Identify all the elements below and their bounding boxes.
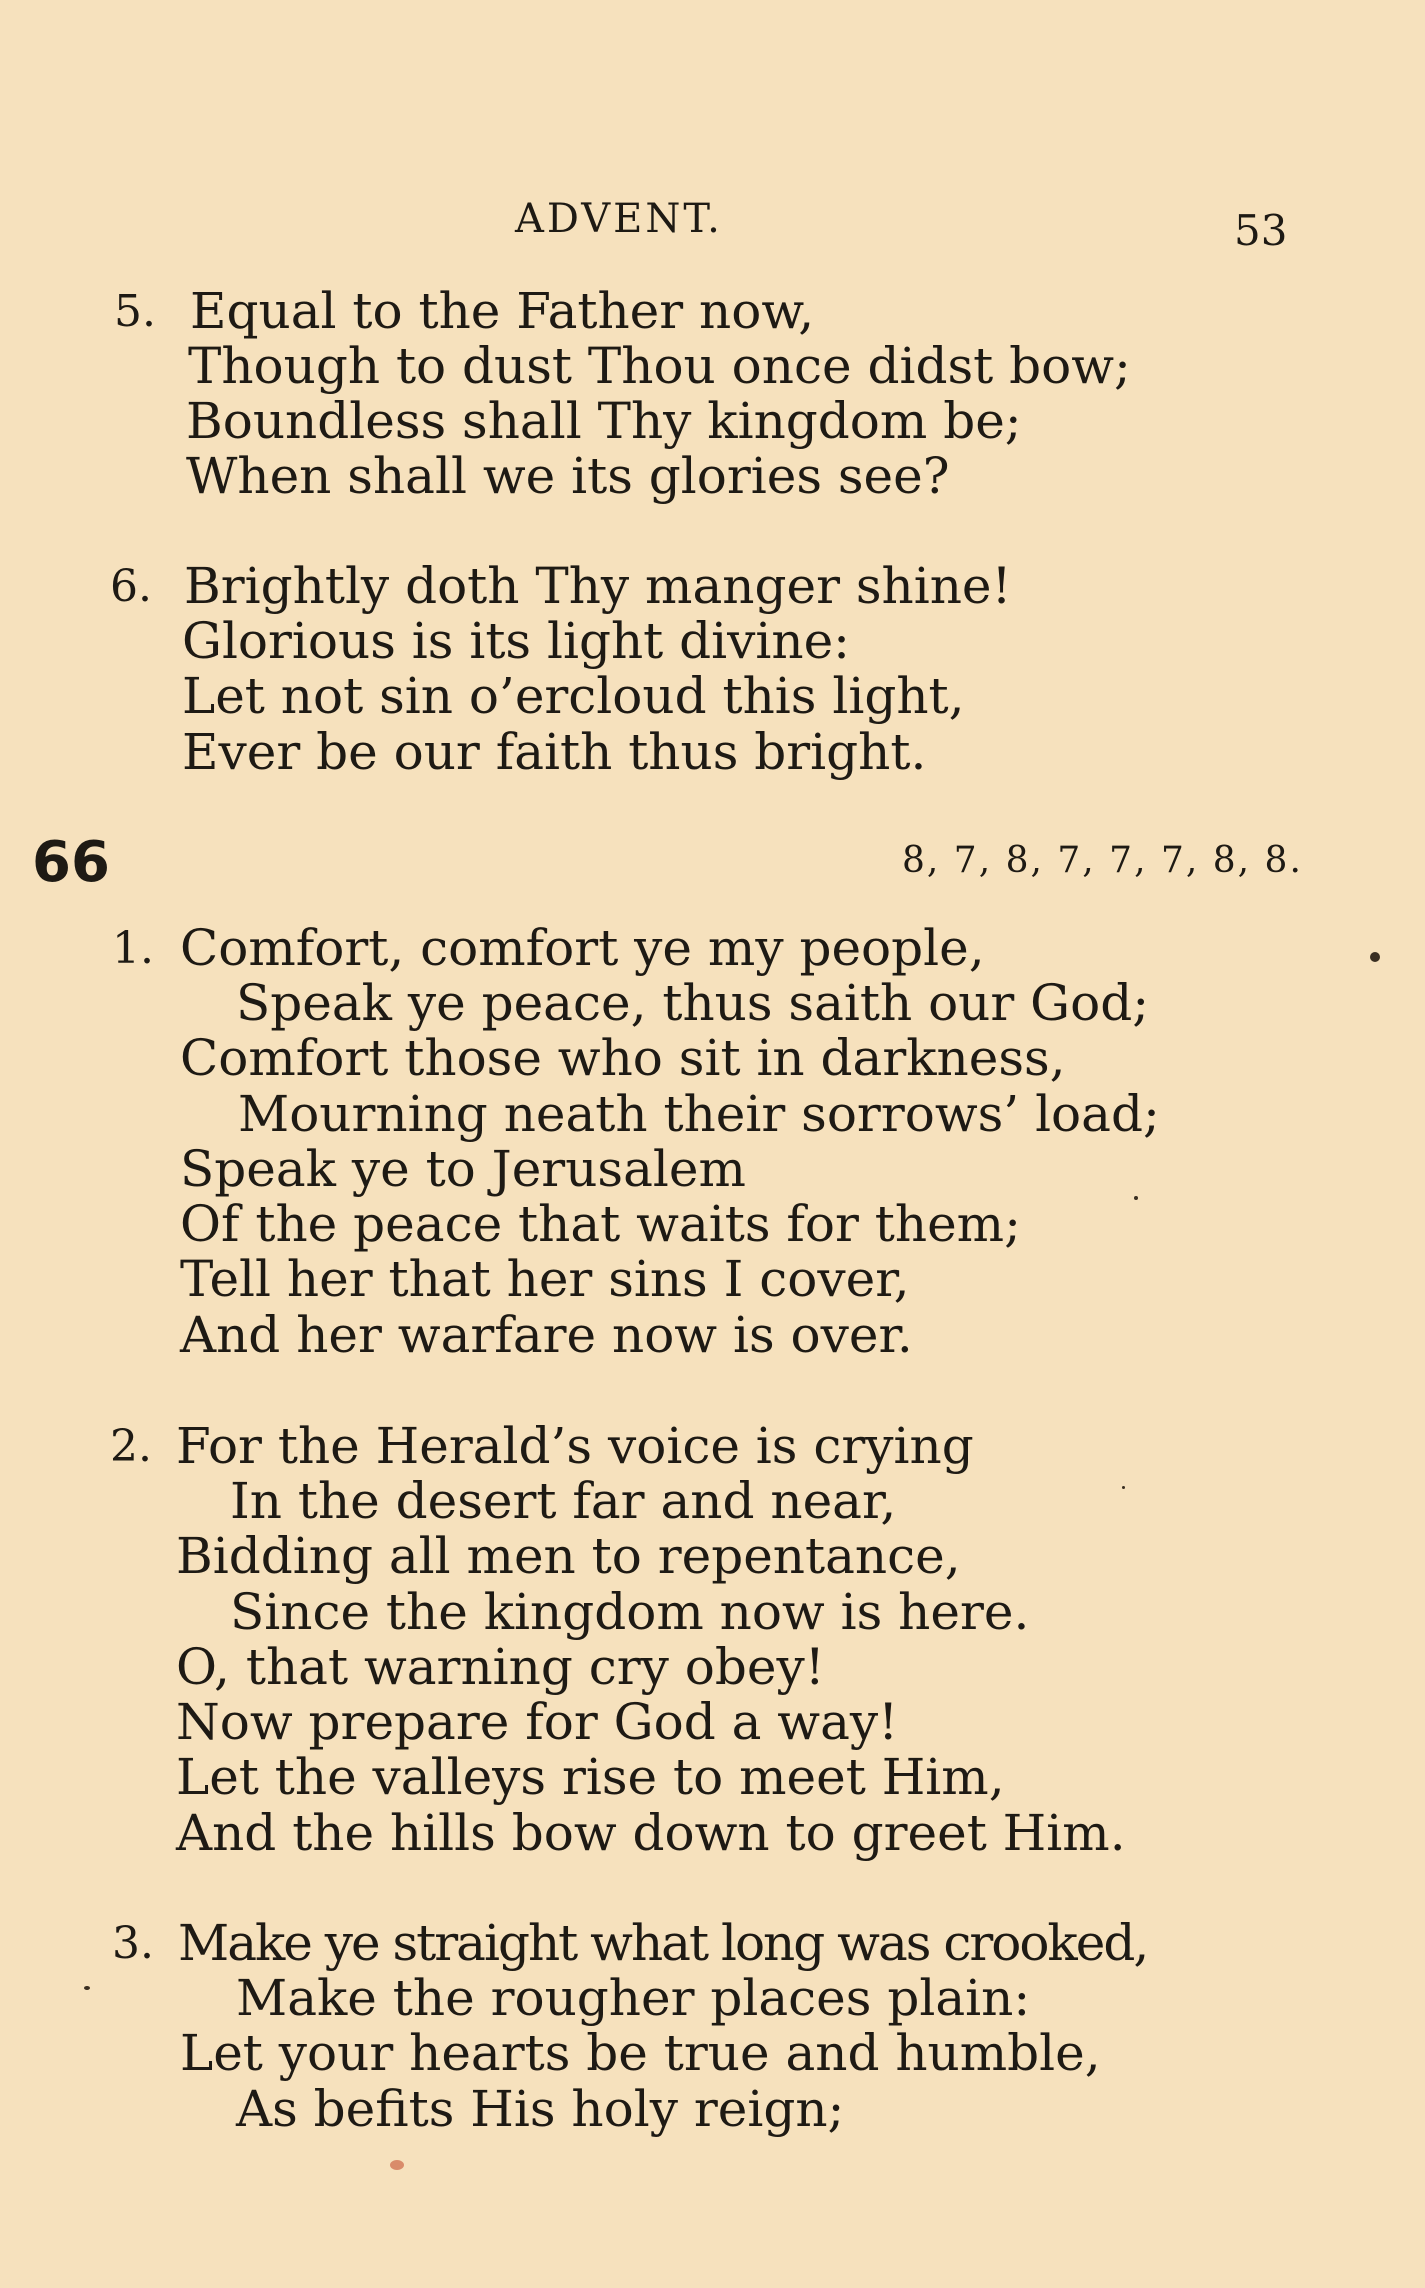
verse-number: 5. (114, 286, 156, 337)
ink-speck (1134, 1196, 1138, 1200)
verse-line: Of the peace that waits for them; (180, 1195, 1021, 1253)
verse-line: Bidding all men to repentance, (176, 1527, 961, 1585)
ink-speck (1370, 952, 1380, 962)
verse-line: Make ye straight what long was crooked, (178, 1914, 1148, 1972)
ink-speck (84, 1986, 90, 1990)
verse-line: Let your hearts be true and humble, (180, 2024, 1101, 2082)
verse-number: 1. (112, 923, 154, 974)
verse-line: Since the kingdom now is here. (230, 1583, 1030, 1641)
verse-line: Comfort those who sit in darkness, (180, 1029, 1066, 1087)
running-header-title: ADVENT. (515, 196, 723, 242)
verse-line: Speak ye peace, thus saith our God; (236, 974, 1150, 1032)
verse-line: In the desert far and near, (230, 1472, 897, 1530)
verse-line: Ever be our faith thus bright. (182, 723, 927, 781)
verse-line: Brightly doth Thy manger shine! (184, 557, 1012, 615)
verse-line: Mourning neath their sorrows’ load; (238, 1085, 1160, 1143)
verse-line: As befits His holy reign; (236, 2080, 845, 2138)
verse-line: Let the valleys rise to meet Him, (176, 1748, 1005, 1806)
verse-line: And her warfare now is over. (180, 1306, 913, 1364)
ink-speck (1122, 1486, 1125, 1489)
verse-number: 2. (110, 1421, 152, 1472)
hymn-number: 66 (32, 830, 110, 895)
verse-number: 6. (110, 561, 152, 612)
verse-line: Equal to the Father now, (190, 282, 815, 340)
stain-mark (390, 2160, 404, 2170)
verse-line: For the Herald’s voice is crying (176, 1417, 974, 1475)
verse-line: When shall we its glories see? (186, 447, 950, 505)
verse-line: Boundless shall Thy kingdom be; (186, 392, 1022, 450)
verse-number: 3. (112, 1918, 154, 1969)
verse-line: Speak ye to Jerusalem (180, 1140, 746, 1198)
verse-line: Though to dust Thou once didst bow; (188, 337, 1131, 395)
hymn-meter: 8, 7, 8, 7, 7, 7, 8, 8. (902, 840, 1303, 881)
verse-line: Tell her that her sins I cover, (180, 1250, 910, 1308)
verse-line: Let not sin o’ercloud this light, (182, 667, 965, 725)
verse-line: Comfort, comfort ye my people, (180, 919, 985, 977)
verse-line: Now prepare for God a way! (176, 1693, 899, 1751)
verse-line: O, that warning cry obey! (176, 1638, 825, 1696)
verse-line: Make the rougher places plain: (236, 1969, 1031, 2027)
page-number: 53 (1234, 206, 1288, 255)
verse-line: And the hills bow down to greet Him. (176, 1804, 1126, 1862)
verse-line: Glorious is its light divine: (182, 612, 851, 670)
